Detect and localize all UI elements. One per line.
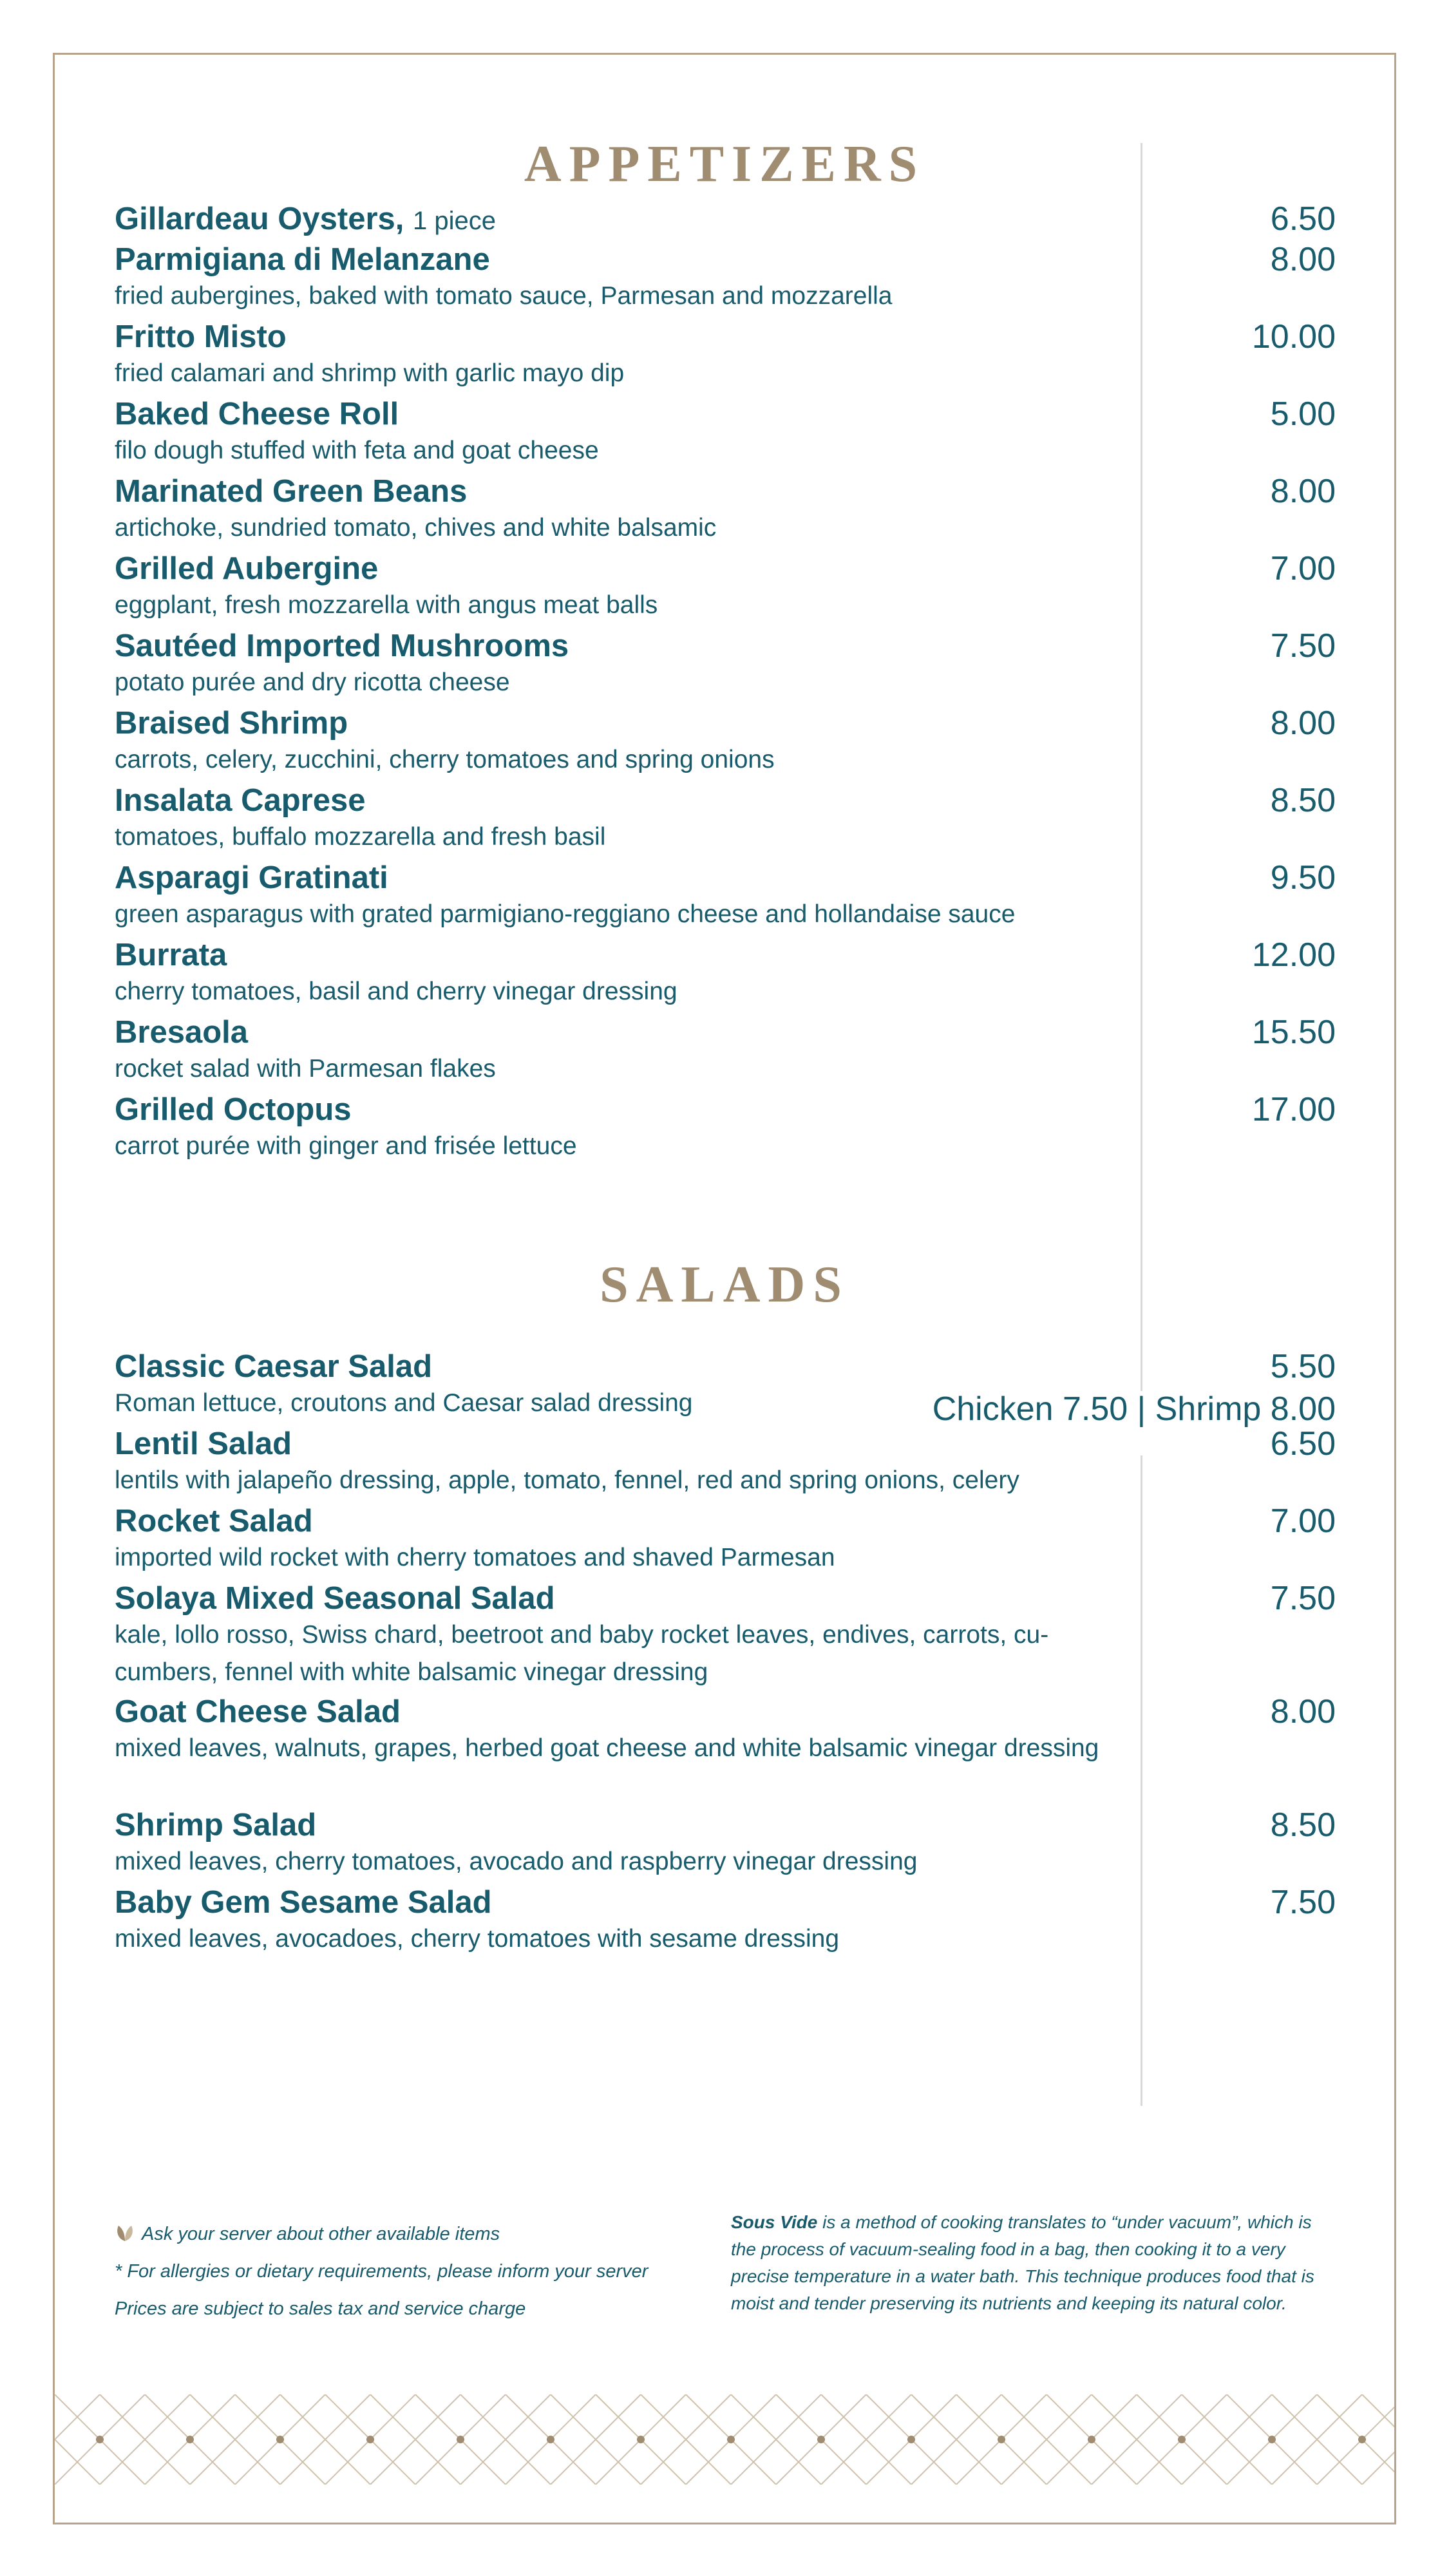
item-description: tomatoes, buffalo mozzarella and fresh basil <box>115 823 606 851</box>
item-description: potato purée and dry ricotta cheese <box>115 668 510 696</box>
pattern-line <box>1317 2394 1394 2485</box>
item-price: 12.00 <box>1251 936 1336 974</box>
item-name: Lentil Salad <box>115 1426 292 1461</box>
pattern-dot <box>366 2436 374 2443</box>
item-description: kale, lollo rosso, Swiss chard, beetroot and baby rocket leaves, endives, carrots, cu-cumbers, fennel with white balsamic vinegar dressing <box>115 1621 1049 1686</box>
item-description: carrot purée with ginger and frisée lettuce <box>115 1132 577 1160</box>
item-price: 7.00 <box>1270 1502 1336 1540</box>
item-price: 7.00 <box>1270 550 1336 587</box>
item-price: 5.50 <box>1270 1348 1336 1385</box>
item-description: imported wild rocket with cherry tomatoes and shaved Parmesan <box>115 1544 835 1571</box>
item-name: Parmigiana di Melanzane <box>115 242 490 277</box>
item-price: 8.50 <box>1270 1806 1336 1844</box>
pattern-dot <box>727 2436 735 2443</box>
item-description: mixed leaves, cherry tomatoes, avocado and raspberry vinegar dressing <box>115 1848 918 1875</box>
sous-vide-note <box>731 2209 1336 2317</box>
pattern-dot <box>1268 2436 1276 2443</box>
item-description: rocket salad with Parmesan flakes <box>115 1055 496 1083</box>
item-name: Braised Shrimp <box>115 706 348 741</box>
item-price: 9.50 <box>1270 859 1336 896</box>
menu-item <box>115 1807 1338 1880</box>
item-name: Rocket Salad <box>115 1504 313 1539</box>
sous-vide-description: is a method of cooking translates to “under vacuum”, which is the process of vacuum-sealing food in a bag, then cooking it to a very precise temperature in a water bath. This technique produces food that is moist and tender preserving its nutrients and keeping its natural color. <box>731 2212 1314 2313</box>
menu-item <box>115 1580 1338 1691</box>
menu-item <box>115 937 1338 1010</box>
pattern-dot <box>998 2436 1005 2443</box>
pattern-dot <box>1088 2436 1095 2443</box>
item-price: 17.00 <box>1251 1091 1336 1128</box>
item-price: 7.50 <box>1270 627 1336 665</box>
item-addon-prices: Chicken 7.50 | Shrimp 8.00 <box>927 1391 1336 1427</box>
pattern-dot <box>1358 2436 1366 2443</box>
item-name: Solaya Mixed Seasonal Salad <box>115 1581 555 1616</box>
pattern-dot <box>276 2436 284 2443</box>
item-description: carrots, celery, zucchini, cherry tomatoes and spring onions <box>115 746 775 773</box>
footer-line-2: * For allergies or dietary requirements, please inform your server <box>115 2261 649 2282</box>
item-description: mixed leaves, avocadoes, cherry tomatoes with sesame dressing <box>115 1925 840 1953</box>
menu-item <box>115 860 1338 933</box>
item-price: 8.00 <box>1270 473 1336 510</box>
pattern-dot <box>457 2436 464 2443</box>
item-price: 8.00 <box>1270 705 1336 742</box>
item-description: eggplant, fresh mozzarella with angus meat balls <box>115 591 658 619</box>
pattern-dot <box>817 2436 825 2443</box>
pattern-line <box>1362 2394 1394 2439</box>
item-description: fried calamari and shrimp with garlic mayo dip <box>115 359 625 387</box>
footer-line-3: Prices are subject to sales tax and service charge <box>115 2298 526 2319</box>
pattern-dot <box>907 2436 915 2443</box>
item-description: fried aubergines, baked with tomato sauce, Parmesan and mozzarella <box>115 282 893 310</box>
menu-item <box>115 1426 1338 1499</box>
menu-item <box>115 201 1338 239</box>
item-name: Goat Cheese Salad <box>115 1694 401 1729</box>
item-price: 6.50 <box>1270 200 1336 238</box>
item-description: mixed leaves, walnuts, grapes, herbed goat cheese and white balsamic vinegar dressing <box>115 1734 1099 1762</box>
menu-item <box>115 396 1338 469</box>
item-description: filo dough stuffed with feta and goat cheese <box>115 437 599 464</box>
appetizers-title: APPETIZERS <box>524 136 925 193</box>
pattern-dot <box>1178 2436 1186 2443</box>
item-description: green asparagus with grated parmigiano-reggiano cheese and hollandaise sauce <box>115 900 1016 928</box>
item-name: Sautéed Imported Mushrooms <box>115 629 569 663</box>
salads-title: SALADS <box>600 1256 849 1313</box>
menu-item <box>115 242 1338 315</box>
pattern-dot <box>186 2436 194 2443</box>
item-price: 7.50 <box>1270 1884 1336 1921</box>
item-name: Bresaola <box>115 1015 249 1050</box>
item-name: Insalata Caprese <box>115 783 366 818</box>
menu-item <box>115 782 1338 856</box>
item-name: Baby Gem Sesame Salad <box>115 1885 492 1920</box>
item-name: Marinated Green Beans <box>115 474 468 509</box>
item-name: Baked Cheese Roll <box>115 397 399 431</box>
pattern-line <box>1362 2439 1394 2485</box>
item-price: 5.00 <box>1270 395 1336 433</box>
item-name: Grilled Octopus <box>115 1092 352 1127</box>
pattern-dot <box>637 2436 645 2443</box>
pattern-dot <box>547 2436 554 2443</box>
menu-item <box>115 1694 1338 1767</box>
pattern-dot <box>96 2436 104 2443</box>
item-name: Grilled Aubergine <box>115 551 379 586</box>
footer-notes <box>115 2215 648 2327</box>
item-price: 8.00 <box>1270 241 1336 278</box>
item-price: 8.50 <box>1270 782 1336 819</box>
footer-line-1: Ask your server about other available items <box>115 2215 648 2253</box>
item-description: Roman lettuce, croutons and Caesar salad dressing <box>115 1389 693 1417</box>
decorative-pattern <box>55 2394 1394 2485</box>
item-name: Fritto Misto <box>115 319 287 354</box>
item-price: 10.00 <box>1251 318 1336 355</box>
item-name: Asparagi Gratinati <box>115 860 388 895</box>
item-price: 8.00 <box>1270 1693 1336 1730</box>
menu-item <box>115 1884 1338 1958</box>
item-price: 15.50 <box>1251 1014 1336 1051</box>
item-description: artichoke, sundried tomato, chives and white balsamic <box>115 514 717 542</box>
item-price: 6.50 <box>1270 1425 1336 1463</box>
menu-item <box>115 1503 1338 1577</box>
item-name: Shrimp Salad <box>115 1808 317 1842</box>
menu-item <box>115 1014 1338 1088</box>
item-price: 7.50 <box>1270 1580 1336 1617</box>
item-name: Gillardeau Oysters, <box>115 202 404 236</box>
menu-item <box>115 551 1338 624</box>
leaf-icon <box>115 2223 135 2242</box>
pattern-line <box>1317 2394 1394 2485</box>
menu-item <box>115 473 1338 547</box>
sous-vide-term: Sous Vide <box>731 2212 818 2232</box>
item-description: cherry tomatoes, basil and cherry vinegar dressing <box>115 978 677 1005</box>
item-name: Classic Caesar Salad <box>115 1349 433 1384</box>
menu-item <box>115 319 1338 392</box>
item-description: lentils with jalapeño dressing, apple, tomato, fennel, red and spring onions, celery <box>115 1466 1019 1494</box>
item-note: 1 piece <box>413 207 496 235</box>
item-name: Burrata <box>115 938 227 972</box>
menu-item <box>115 1092 1338 1165</box>
menu-item <box>115 628 1338 701</box>
menu-item <box>115 705 1338 779</box>
